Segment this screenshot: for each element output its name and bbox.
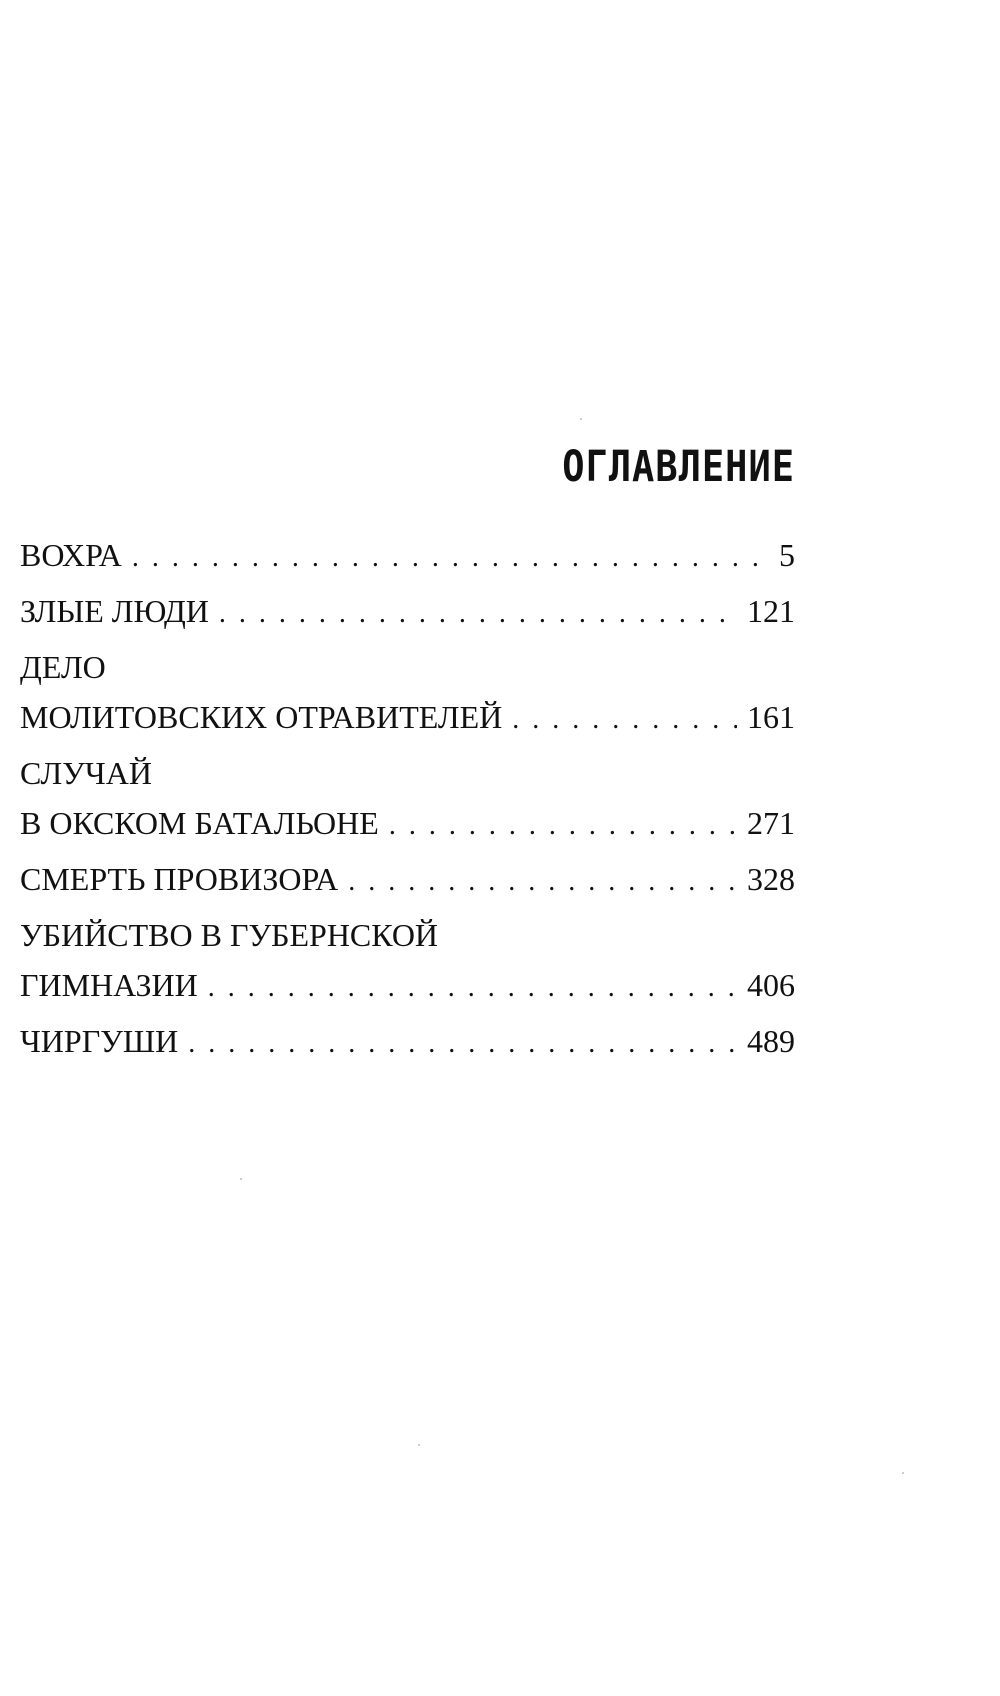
toc-entry-line [20, 910, 795, 960]
toc-entry-line [20, 748, 795, 798]
scan-speck [418, 1444, 420, 1446]
toc-entry-line [20, 960, 795, 1010]
dot-leader [502, 695, 737, 745]
toc-entry-delo [20, 642, 795, 742]
toc-entry-line [20, 530, 795, 580]
toc-page-number: 489 [747, 1023, 795, 1059]
dot-leader [209, 589, 737, 639]
toc-entry-line [20, 798, 795, 848]
toc-entry-smert-provizora [20, 854, 795, 904]
toc-entry-title-first-line: ДЕЛО [20, 649, 106, 685]
dot-leader [178, 1019, 737, 1069]
toc-entry-line [20, 586, 795, 636]
toc-entry-title: ГИМНАЗИИ [20, 967, 198, 1003]
toc-entry-ubiystvo [20, 910, 795, 1010]
scan-speck [240, 1178, 242, 1180]
toc-entry-title-first-line: СЛУЧАЙ [20, 755, 152, 791]
toc-entry-zlye-lyudi [20, 586, 795, 636]
toc-entry-title: В ОКСКОМ БАТАЛЬОНЕ [20, 805, 379, 841]
toc-page-number: 5 [779, 537, 795, 573]
toc-entry-sluchai [20, 748, 795, 848]
toc-entry-title-first-line: УБИЙСТВО В ГУБЕРНСКОЙ [20, 917, 439, 953]
scan-speck [580, 418, 582, 420]
toc-page-number: 121 [747, 593, 795, 629]
toc-page-number: 161 [747, 699, 795, 735]
toc-entry-line [20, 1016, 795, 1066]
toc-entry-line [20, 642, 795, 692]
table-of-contents [20, 530, 795, 1066]
dot-leader [338, 857, 737, 907]
toc-page-number: 406 [747, 967, 795, 1003]
toc-entry-title: ЗЛЫЕ ЛЮДИ [20, 593, 209, 629]
toc-entry-chirgushi [20, 1016, 795, 1066]
toc-title: ОГЛАВЛЕНИЕ [562, 442, 795, 492]
scan-speck [902, 1472, 904, 1474]
toc-entry-title: СМЕРТЬ ПРОВИЗОРА [20, 861, 339, 897]
toc-entry-line [20, 854, 795, 904]
toc-page-number: 271 [747, 805, 795, 841]
toc-entry-vokhra [20, 530, 795, 580]
toc-page-number: 328 [747, 861, 795, 897]
toc-entry-title: МОЛИТОВСКИХ ОТРАВИТЕЛЕЙ [20, 699, 503, 735]
dot-leader [198, 963, 737, 1013]
dot-leader [122, 533, 769, 583]
dot-leader [379, 801, 737, 851]
toc-entry-line [20, 692, 795, 742]
toc-entry-title: ВОХРА [20, 537, 122, 573]
toc-entry-title: ЧИРГУШИ [20, 1023, 179, 1059]
